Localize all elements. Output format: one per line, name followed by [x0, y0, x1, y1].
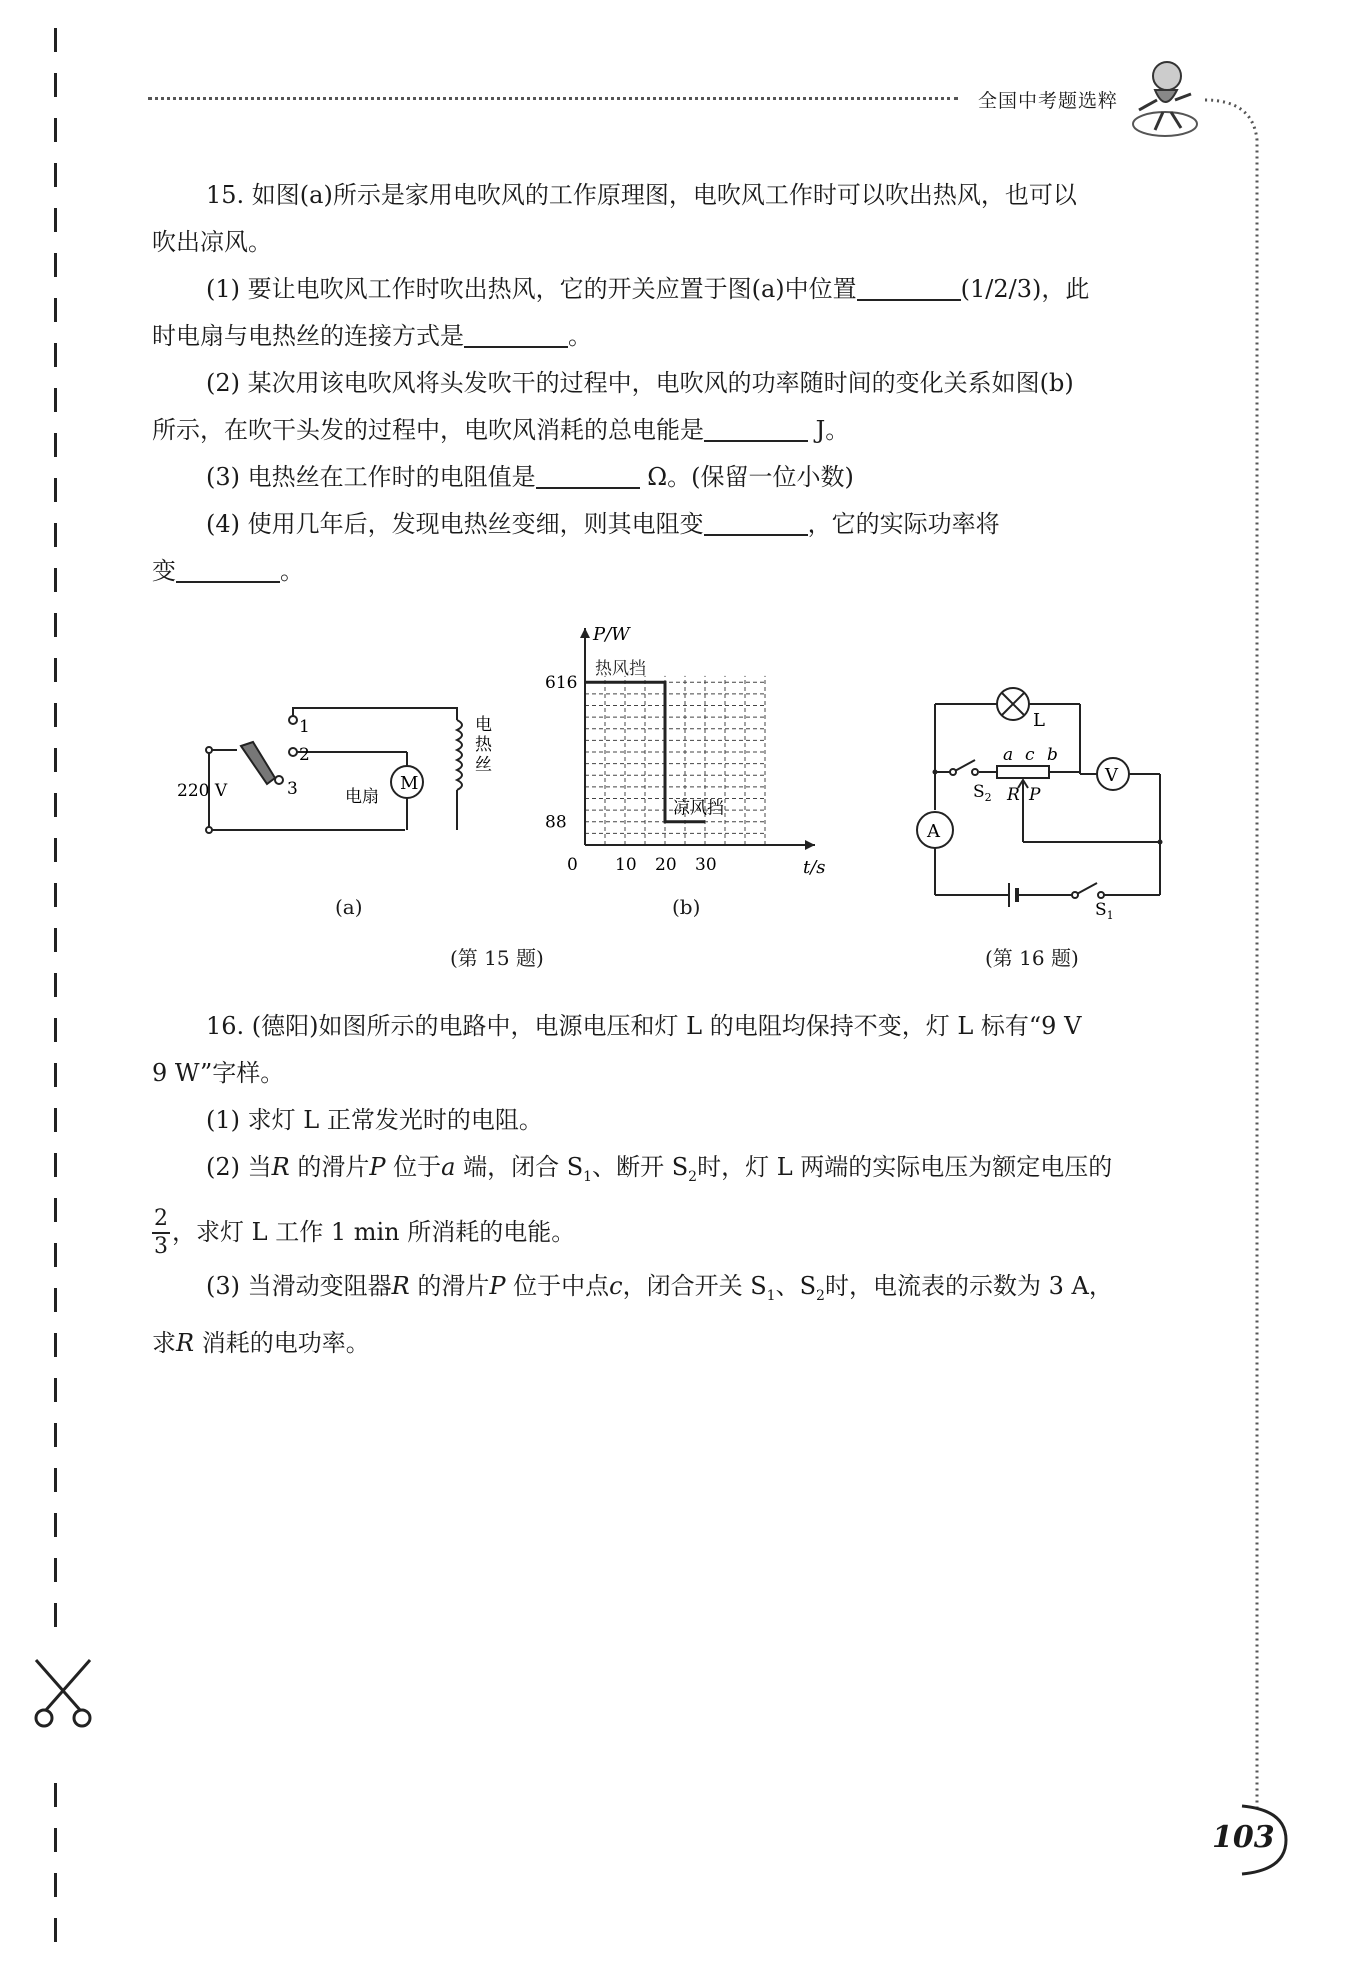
- y-axis-label: P/W: [593, 624, 630, 645]
- rheostat-label: R: [1007, 785, 1020, 805]
- x-tick-label: 30: [695, 855, 717, 875]
- cut-line-dash: [54, 1513, 57, 1537]
- cut-line-dash: [54, 568, 57, 592]
- switch-pos-3: 3: [287, 779, 298, 799]
- switch-s2-label: $S_2$: [973, 782, 992, 804]
- annotation-hot: 热风挡: [595, 659, 646, 680]
- cut-line-dash: [54, 1828, 57, 1852]
- q15-part-2: (2) 某次用该电吹风将头发吹干的过程中，电吹风的功率随时间的变化关系如图(b): [206, 369, 1074, 397]
- q15-part-4: (4) 使用几年后，发现电热丝变细，则其电阻变 ，它的实际功率将: [206, 510, 1000, 538]
- cut-line-dash: [54, 478, 57, 502]
- header-rule: [148, 97, 958, 100]
- answer-blank[interactable]: [704, 414, 808, 442]
- figure-a-label: (a): [335, 895, 363, 919]
- cut-line-dash: [54, 838, 57, 862]
- header-title: 全国中考题选粹: [978, 90, 1119, 112]
- voltmeter-label: V: [1105, 765, 1118, 786]
- question-content: [152, 172, 1200, 595]
- cut-line-dash: [54, 1288, 57, 1312]
- y-tick-label: 88: [545, 812, 567, 833]
- cut-line-dash: [54, 298, 57, 322]
- voltage-label: 220 V: [177, 781, 228, 801]
- q16-stem-1: 16. (德阳)如图所示的电路中，电源电压和灯 L 的电阻均保持不变，灯 L 标有“9 V: [206, 1012, 1082, 1040]
- answer-blank[interactable]: [536, 461, 640, 489]
- cut-line-dash: [54, 1243, 57, 1267]
- page-border: [1195, 90, 1285, 1860]
- cut-line-dash: [54, 1873, 57, 1897]
- mascot-icon: [1125, 54, 1205, 144]
- fraction: $\frac{2}{3}$: [154, 1206, 168, 1260]
- point-a-label: a: [1003, 745, 1014, 765]
- cut-line-dash: [54, 343, 57, 367]
- cut-line-dash: [54, 433, 57, 457]
- cut-line-dash: [54, 523, 57, 547]
- switch-s1-label: $S_1$: [1095, 900, 1114, 920]
- cut-line-dash: [54, 928, 57, 952]
- cut-line-dash: [54, 208, 57, 232]
- q16-caption: (第 16 题): [985, 946, 1079, 970]
- slider-label: P: [1029, 785, 1041, 805]
- q15-stem-2: 吹出凉风。: [152, 228, 272, 256]
- cut-line-dash: [54, 1153, 57, 1177]
- q15-part-4-cont: 变 。: [152, 557, 304, 585]
- cut-line-dash: [54, 748, 57, 772]
- switch-pos-1: 1: [299, 717, 310, 737]
- cut-line-dash: [54, 703, 57, 727]
- q15-caption: (第 15 题): [450, 946, 544, 970]
- q16-part-3: (3) 当滑动变阻器R 的滑片P 位于中点c，闭合开关 $S_1$、$S_2$时，电流表的示数为 3 A，: [206, 1271, 1113, 1304]
- y-tick-label: 616: [545, 673, 578, 694]
- cut-line-dash: [54, 793, 57, 817]
- q16-stem-2: 9 W”字样。: [152, 1059, 285, 1087]
- figure-b-label: (b): [672, 895, 701, 919]
- switch-pos-2: 2: [299, 745, 310, 765]
- cut-line-dash: [54, 1333, 57, 1357]
- cut-line-dash: [54, 1603, 57, 1627]
- fan-label: 电扇: [345, 787, 379, 807]
- heater-label-1: 电: [475, 715, 492, 735]
- cut-line-dash: [54, 658, 57, 682]
- cut-line-dash: [54, 1558, 57, 1582]
- q15-part-1-cont: 时电扇与电热丝的连接方式是 。: [152, 322, 592, 350]
- x-axis-arrow: [805, 840, 815, 850]
- heater-label-3: 丝: [475, 755, 492, 775]
- q16-part-3-cont: 求R 消耗的电功率。: [152, 1328, 370, 1357]
- cut-line-dash: [54, 73, 57, 97]
- cut-line-dash: [54, 1423, 57, 1447]
- point-c-label: c: [1025, 745, 1035, 765]
- motor-symbol: M: [400, 773, 419, 794]
- cut-line-dash: [54, 1108, 57, 1132]
- q15-part-3: (3) 电热丝在工作时的电阻值是 Ω。(保留一位小数): [206, 463, 854, 491]
- point-b-label: b: [1047, 745, 1058, 765]
- ammeter-label: A: [927, 821, 940, 842]
- cut-line-dash: [54, 253, 57, 277]
- cut-line-dash: [54, 613, 57, 637]
- cut-line-dash: [54, 883, 57, 907]
- answer-blank[interactable]: [176, 555, 280, 583]
- answer-blank[interactable]: [857, 273, 961, 301]
- cut-line-dash: [54, 973, 57, 997]
- cut-line-dash: [54, 1063, 57, 1087]
- q16-part-2-cont: $\frac{2}{3}$ ，求灯 L 工作 1 min 所消耗的电能。: [154, 1206, 576, 1260]
- annotation-cool: 凉风挡: [673, 798, 724, 819]
- cut-line-dash: [54, 1918, 57, 1942]
- q16-part-1: (1) 求灯 L 正常发光时的电阻。: [206, 1106, 543, 1134]
- figure-a-circuit: [175, 690, 515, 860]
- figure-b-chart: [535, 620, 835, 890]
- heater-label-2: 热: [475, 735, 492, 755]
- cut-line-dash: [54, 388, 57, 412]
- q15-part-2-cont: 所示，在吹干头发的过程中，电吹风消耗的总电能是 J。: [152, 416, 850, 444]
- cut-line-dash: [54, 28, 57, 52]
- x-axis-label: t/s: [803, 857, 826, 878]
- q15-part-1: (1) 要让电吹风工作时吹出热风，它的开关应置于图(a)中位置 (1/2/3)，此: [206, 275, 1090, 303]
- figure-16-circuit: [905, 680, 1175, 920]
- cut-line-dash: [54, 1018, 57, 1042]
- x-tick-label: 20: [655, 855, 677, 875]
- x-tick-label: 10: [615, 855, 637, 875]
- scissors-icon: [28, 1652, 98, 1732]
- x-tick-label: 0: [567, 855, 578, 875]
- cut-line-dash: [54, 1468, 57, 1492]
- answer-blank[interactable]: [464, 320, 568, 348]
- cut-line-dash: [54, 1198, 57, 1222]
- cut-line-dash: [54, 1783, 57, 1807]
- answer-blank[interactable]: [704, 508, 808, 536]
- cut-line-dash: [54, 118, 57, 142]
- page-number: 103: [1212, 1820, 1275, 1855]
- cut-line-dash: [54, 1378, 57, 1402]
- cut-line-dash: [54, 163, 57, 187]
- q16-part-2: (2) 当R 的滑片P 位于a 端，闭合 $S_1$、断开 $S_2$时，灯 L 两端的实际电压为额定电压的: [206, 1153, 1113, 1185]
- lamp-label: L: [1033, 710, 1045, 731]
- q15-stem-1: 15. 如图(a)所示是家用电吹风的工作原理图，电吹风工作时可以吹出热风，也可以: [206, 181, 1077, 209]
- q16-content: [152, 1003, 1200, 1367]
- y-axis-arrow: [580, 628, 590, 638]
